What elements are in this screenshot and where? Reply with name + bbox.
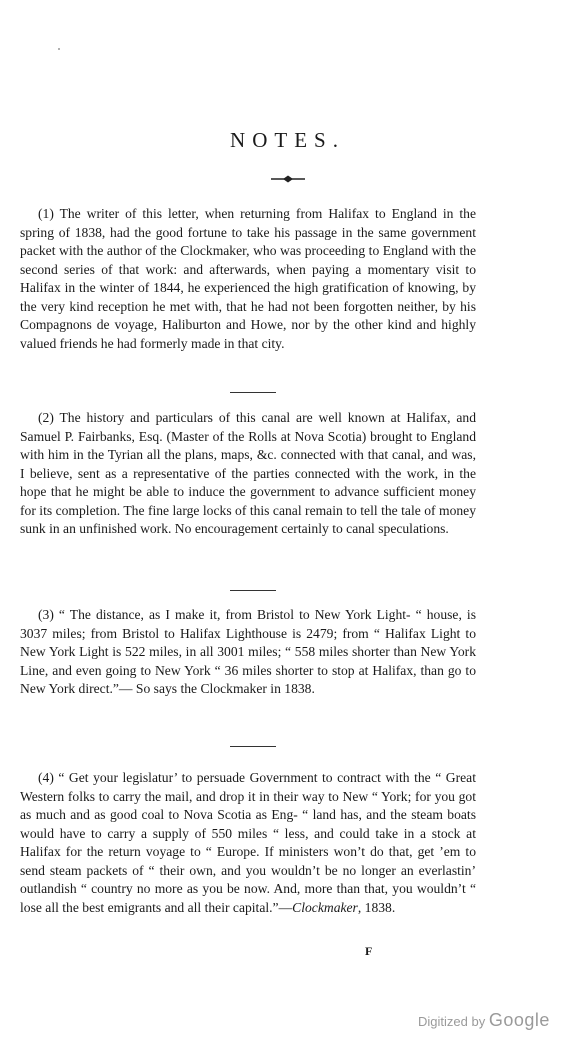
note-4-source-suffix: , 1838. — [357, 899, 396, 915]
section-rule-3 — [230, 746, 276, 747]
note-1-text: (1) The writer of this letter, when returning from Halifax to England in the spring of 1838, had the good fortune to take his passage in the same government packet with the author of the Clockmaker, who was proceeding to England with the second series of that work: and afterwards, when paying a momentary visit to Halifax in the winter of 1844, he experienced the high gratification of knowing, by the very kind reception he met with, that he had not been forgotten neither, by his Compagnons de voyage, Haliburton and Howe, nor by the other kind and highly valued friends he had formerly made in that city. — [20, 206, 476, 351]
footer-prefix: Digitized by — [418, 1014, 489, 1029]
note-4-text: (4) “ Get your legislatur’ to persuade Government to contract with the “ Great Western folks to carry the mail, and drop it in their way to New “ York; for you got as much and as good coal to Nova Scotia as Eng- “ land has, and the steam boats would have to carry a supply of 550 miles “ less, and could take in a stock at Halifax for the return voyage to “ Europe. If ministers won’t do that, get ’em to send steam packets of “ their own, and you wouldn’t be no longer an everlastin’ outlandish “ country no more as you be now. And, more than that, you wouldn’t “ lose all the best emigrants and all their capital.”— — [20, 770, 476, 915]
note-4 — [20, 769, 476, 917]
note-3-text: (3) “ The distance, as I make it, from Bristol to New York Light- “ house, is 3037 miles; from Bristol to Halifax Lighthouse is 2479; from “ Halifax Light to New York Light is 522 miles, in all 3001 miles; “ 558 miles shorter than New York Line, and even going to New York “ 36 miles shorter to stop at Halifax, than go to New York direct.”— So says the Clockmaker in 1838. — [20, 607, 476, 696]
page-title: NOTES. — [230, 128, 345, 152]
note-4-paragraph — [20, 769, 476, 917]
page-speck — [58, 48, 60, 50]
note-1 — [20, 205, 476, 353]
footer-brand-logo: Google — [488, 1010, 550, 1030]
ornament-divider — [271, 174, 305, 184]
note-4-source: Clockmaker — [292, 899, 358, 915]
section-rule-1 — [230, 392, 276, 393]
note-2-text: (2) The history and particulars of this canal are well known at Halifax, and Samuel P. Fairbanks, Esq. (Master of the Rolls at Nova Scotia) brought to England with him in the Tyrian all the plans, maps, &c. connected with that canal, and was, I believe, sent as a representative of the parties connected with the work, in the hope that he might be able to induce the government to advance sufficient money for its completion. The fine large locks of this canal remain to tell the tale of money sunk in an unfinished work. No encouragement certainly to canal speculations. — [20, 410, 476, 536]
note-2 — [20, 409, 476, 539]
signature-mark: F — [365, 944, 373, 958]
digitized-footer — [418, 1010, 550, 1031]
section-rule-2 — [230, 590, 276, 591]
note-3 — [20, 606, 476, 699]
